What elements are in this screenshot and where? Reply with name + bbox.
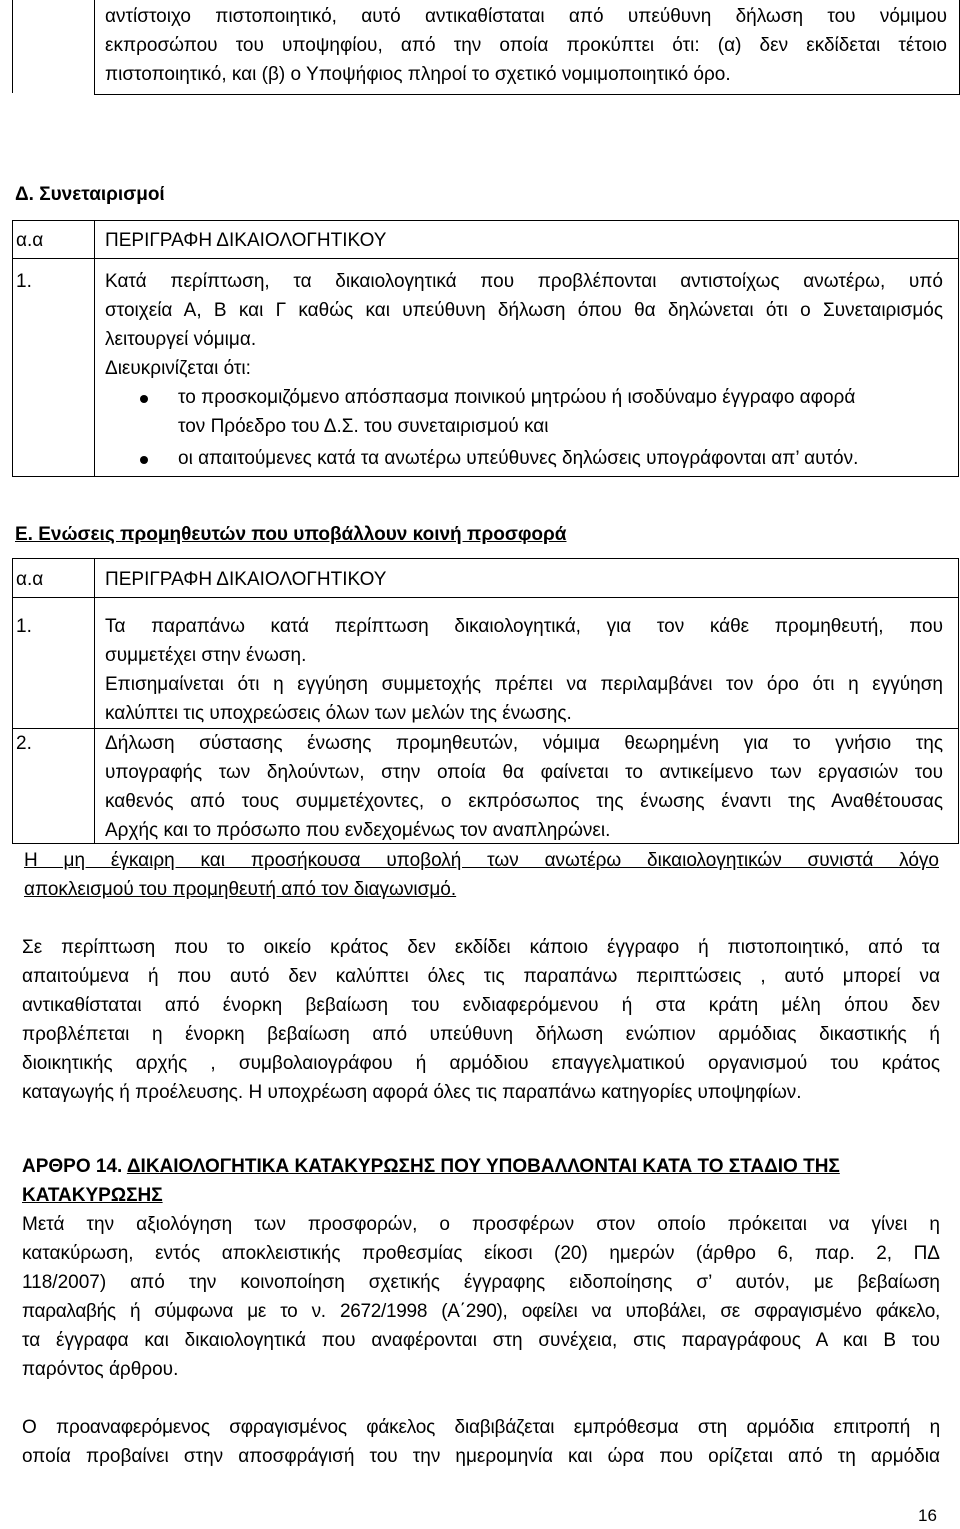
item-number: 1. [16, 616, 32, 637]
paragraph-line: καταγωγής ή προέλευσης. Η υποχρέωση αφορά όλες τις παραπάνω κατηγορίες υποψηφίων. [22, 1082, 802, 1103]
table-border [12, 220, 13, 477]
table-border [94, 220, 95, 477]
item-text-line: Επισημαίνεται ότι η εγγύηση συμμετοχής πρέπει να περιλαμβάνει τον όρο ότι η εγγύηση [105, 674, 943, 695]
table-border [958, 220, 959, 477]
exclusion-note-line: Η μη έγκαιρη και προσήκουσα υποβολή των ανωτέρω δικαιολογητικών συνιστά λόγο [24, 850, 939, 871]
article-number: ΑΡΘΡΟ 14. [22, 1156, 127, 1177]
continuation-line: πιστοποιητικό, και (β) ο Υποψήφιος πληροί το σχετικό νομιμοποιητικό όρο. [105, 64, 731, 85]
item-number: 2. [16, 733, 32, 754]
paragraph-line: παραλαβής ή σύμφωνα με το ν. 2672/1998 (Α΄290), οφείλει να υποβάλει, σε σφραγισμένο φάκελο, [22, 1301, 940, 1322]
table-border [12, 476, 958, 477]
item-number: 1. [16, 271, 32, 292]
column-header-description: ΠΕΡΙΓΡΑΦΗ ΔΙΚΑΙΟΛΟΓΗΤΙΚΟΥ [105, 569, 387, 590]
paragraph-line: παρόντος άρθρου. [22, 1359, 179, 1380]
item-text-line: υπογραφής των δηλούντων, στην οποία θα φαίνεται το αντικείμενο των εργασιών του [105, 762, 943, 783]
exclusion-note-line: αποκλεισμού του προμηθευτή από τον διαγωνισμό. [24, 879, 457, 900]
table-border [12, 220, 958, 221]
bullet-icon [140, 395, 148, 403]
article-title-continued: ΚΑΤΑΚΥΡΩΣΗΣ [22, 1185, 163, 1206]
table-border [12, 558, 13, 844]
table-left-border [12, 0, 13, 93]
item-text-line: στοιχεία Α, Β και Γ καθώς και υπεύθυνη δήλωση όπου θα δηλώνεται ότι ο Συνεταιρισμός [105, 300, 943, 321]
paragraph-line: 118/2007) από την κοινοποίηση σχετικής έγγραφης ειδοποίησης σ’ αυτόν, με βεβαίωση [22, 1272, 940, 1293]
page-number: 16 [918, 1506, 937, 1525]
paragraph-line: προβλέπεται η ένορκη βεβαίωση από υπεύθυνη δήλωση ενώπιον αρμόδιας δικαστικής ή [22, 1024, 940, 1045]
paragraph-line: απαιτούμενα ή που αυτό δεν καλύπτει όλες τις παραπάνω περιπτώσεις , αυτό μπορεί να [22, 966, 940, 987]
continuation-line: εκπροσώπου του υποψηφίου, από την οποία προκύπτει ότι: (α) δεν εκδίδεται τέτοιο [105, 35, 947, 56]
table-border [12, 597, 958, 598]
clarification-label: Διευκρινίζεται ότι: [105, 358, 251, 379]
continuation-line: αντίστοιχο πιστοποιητικό, αυτό αντικαθίσταται από υπεύθυνη δήλωση του νόμιμου [105, 6, 947, 27]
item-text-line: Δήλωση σύστασης ένωσης προμηθευτών, νόμιμα θεωρημένη για το γνήσιο της [105, 733, 943, 754]
bullet-icon [140, 456, 148, 464]
item-text-line: καθενός από τους συμμετέχοντες, ο εκπρόσωπος της ένωσης έναντι της Αναθέτουσας [105, 791, 943, 812]
paragraph-line: αντικαθίσταται από ένορκη βεβαίωση του ενδιαφερόμενου ή στα κράτη μέλη όπου δεν [22, 995, 940, 1016]
item-text-line: Τα παραπάνω κατά περίπτωση δικαιολογητικά, για τον κάθε προμηθευτή, που [105, 616, 943, 637]
paragraph-line: οποία προβαίνει στην αποσφράγισή του την ημερομηνία και ώρα που ορίζεται από τη αρμόδια [22, 1446, 940, 1467]
section-heading: Δ. Συνεταιρισμοί [15, 184, 165, 205]
bullet-text-continued: τον Πρόεδρο του Δ.Σ. του συνεταιρισμού και [178, 416, 549, 437]
table-border [12, 558, 958, 559]
paragraph-line: Σε περίπτωση που το οικείο κράτος δεν εκδίδει κάποιο έγγραφο ή πιστοποιητικό, από τα [22, 937, 940, 958]
item-text-line: συμμετέχει στην ένωση. [105, 645, 307, 666]
paragraph-line: Μετά την αξιολόγηση των προσφορών, ο προσφέρων στον οποίο πρόκειται να γίνει η [22, 1214, 940, 1235]
table-border [94, 558, 95, 844]
article-heading [22, 1152, 840, 1181]
bullet-text: οι απαιτούμενες κατά τα ανωτέρω υπεύθυνες δηλώσεις υπογράφονται απ’ αυτόν. [178, 448, 859, 469]
table-border [958, 558, 959, 844]
column-header-aa: α.α [16, 230, 44, 251]
paragraph-line: διοικητικής αρχής , συμβολαιογράφου ή αρμόδιου επαγγελματικού οργανισμού του κράτος [22, 1053, 940, 1074]
table-border [12, 258, 958, 259]
paragraph-line: κατακύρωση, εντός αποκλειστικής προθεσμίας είκοσι (20) ημερών (άρθρο 6, παρ. 2, ΠΔ [22, 1243, 940, 1264]
article-title: ΔΙΚΑΙΟΛΟΓΗΤΙΚΑ ΚΑΤΑΚΥΡΩΣΗΣ ΠΟΥ ΥΠΟΒΑΛΛΟΝΤΑΙ ΚΑΤΑ ΤΟ ΣΤΑΔΙΟ ΤΗΣ [126, 1156, 840, 1177]
item-text-line: Αρχής και το πρόσωπο που ενδεχομένως τον αναπληρώνει. [105, 820, 611, 841]
item-text-line: Κατά περίπτωση, τα δικαιολογητικά που προβλέπονται αντιστοίχως ανωτέρω, υπό [105, 271, 943, 292]
item-text-line: λειτουργεί νόμιμα. [105, 329, 257, 350]
item-text-line: καλύπτει τις υποχρεώσεις όλων των μελών της ένωσης. [105, 703, 572, 724]
bullet-text: το προσκομιζόμενο απόσπασμα ποινικού μητρώου ή ισοδύναμο έγγραφο αφορά [178, 387, 856, 408]
section-heading: Ε. Ενώσεις προμηθευτών που υποβάλλουν κοινή προσφορά [15, 524, 567, 545]
paragraph-line: τα έγγραφα και δικαιολογητικά που αναφέρονται στη συνέχεια, στις παραγράφους Α και Β του [22, 1330, 940, 1351]
paragraph-line: Ο προαναφερόμενος σφραγισμένος φάκελος διαβιβάζεται εμπρόθεσμα στη αρμόδια επιτροπή η [22, 1417, 940, 1438]
column-header-description: ΠΕΡΙΓΡΑΦΗ ΔΙΚΑΙΟΛΟΓΗΤΙΚΟΥ [105, 230, 387, 251]
column-header-aa: α.α [16, 569, 44, 590]
